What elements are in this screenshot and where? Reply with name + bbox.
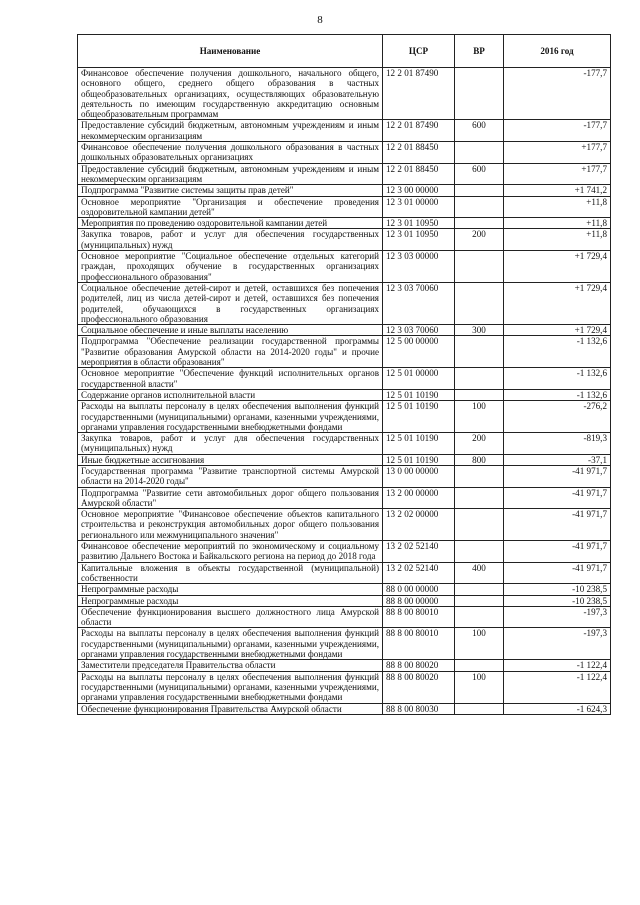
table-row xyxy=(78,509,611,541)
row-csr: 12 3 01 00000 xyxy=(383,196,455,218)
row-name: Социальное обеспечение детей-сирот и детей, оставшихся без попечения родителей, лиц из числа детей-сирот и детей, оставшихся без попечения родителей, обучающихся в государственных организациях профессионального образования xyxy=(78,282,383,324)
table-row xyxy=(78,163,611,185)
row-csr: 12 5 01 10190 xyxy=(383,433,455,455)
budget-table xyxy=(77,34,611,715)
row-amount: -10 238,5 xyxy=(504,595,611,606)
row-name: Подпрограмма "Развитие сети автомобильных дорог общего пользования Амурской области" xyxy=(78,487,383,509)
row-vr xyxy=(455,142,504,164)
row-vr xyxy=(455,595,504,606)
table-row xyxy=(78,595,611,606)
row-amount: -1 132,6 xyxy=(504,389,611,400)
row-vr xyxy=(455,606,504,628)
row-csr: 88 8 00 80010 xyxy=(383,628,455,660)
row-name: Предоставление субсидий бюджетным, автономным учреждениям и иным некоммерческим организациям xyxy=(78,163,383,185)
table-row xyxy=(78,660,611,671)
row-name: Расходы на выплаты персоналу в целях обеспечения выполнения функций государственными (муниципальными) органами, казенными учреждениями, органами управления государственными внебюджетными фондами xyxy=(78,401,383,433)
row-vr xyxy=(455,368,504,390)
table-row xyxy=(78,185,611,196)
row-vr xyxy=(455,541,504,563)
row-csr: 13 2 00 00000 xyxy=(383,487,455,509)
row-csr: 13 2 02 52140 xyxy=(383,541,455,563)
header-year: 2016 год xyxy=(504,35,611,68)
row-vr: 200 xyxy=(455,229,504,251)
row-csr: 13 2 02 00000 xyxy=(383,509,455,541)
row-csr: 12 3 03 70060 xyxy=(383,325,455,336)
table-row xyxy=(78,401,611,433)
row-vr: 200 xyxy=(455,433,504,455)
table-row xyxy=(78,325,611,336)
row-vr xyxy=(455,487,504,509)
table-row xyxy=(78,433,611,455)
row-csr: 12 5 01 10190 xyxy=(383,389,455,400)
row-vr: 100 xyxy=(455,628,504,660)
row-vr: 600 xyxy=(455,163,504,185)
table-row xyxy=(78,562,611,584)
row-csr: 12 2 01 88450 xyxy=(383,163,455,185)
row-vr xyxy=(455,68,504,120)
row-amount: -1 122,4 xyxy=(504,671,611,703)
row-amount: -177,7 xyxy=(504,68,611,120)
row-csr: 13 0 00 00000 xyxy=(383,465,455,487)
row-csr: 12 5 01 10190 xyxy=(383,454,455,465)
row-amount: -276,2 xyxy=(504,401,611,433)
table-row xyxy=(78,229,611,251)
header-csr: ЦСР xyxy=(383,35,455,68)
row-amount: -177,7 xyxy=(504,120,611,142)
row-vr xyxy=(455,660,504,671)
row-csr: 12 5 00 00000 xyxy=(383,336,455,368)
row-name: Основное мероприятие "Обеспечение функций исполнительных органов государственной власти" xyxy=(78,368,383,390)
table-row xyxy=(78,336,611,368)
row-name: Обеспечение функционирования Правительства Амурской области xyxy=(78,703,383,714)
row-vr xyxy=(455,185,504,196)
row-csr: 88 8 00 80030 xyxy=(383,703,455,714)
row-vr xyxy=(455,218,504,229)
row-csr: 12 3 03 70060 xyxy=(383,282,455,324)
table-header xyxy=(78,35,611,68)
row-name: Обеспечение функционирования высшего должностного лица Амурской области xyxy=(78,606,383,628)
row-vr: 300 xyxy=(455,325,504,336)
table-row xyxy=(78,465,611,487)
row-csr: 12 3 00 00000 xyxy=(383,185,455,196)
row-vr xyxy=(455,584,504,595)
table-row xyxy=(78,218,611,229)
header-vr: ВР xyxy=(455,35,504,68)
row-csr: 12 5 01 00000 xyxy=(383,368,455,390)
row-name: Подпрограмма "Развитие системы защиты прав детей" xyxy=(78,185,383,196)
header-row xyxy=(78,35,611,68)
row-csr: 88 8 00 80020 xyxy=(383,671,455,703)
row-name: Непрограммные расходы xyxy=(78,584,383,595)
row-name: Основное мероприятие "Социальное обеспечение отдельных категорий граждан, проходящих обучение в государственных организациях профессионального образования" xyxy=(78,251,383,283)
row-amount: +1 741,2 xyxy=(504,185,611,196)
row-name: Закупка товаров, работ и услуг для обеспечения государственных (муниципальных) нужд xyxy=(78,433,383,455)
row-name: Предоставление субсидий бюджетным, автономным учреждениям и иным некоммерческим организациям xyxy=(78,120,383,142)
row-csr: 88 8 00 80010 xyxy=(383,606,455,628)
table-row xyxy=(78,703,611,714)
row-name: Заместители председателя Правительства области xyxy=(78,660,383,671)
table-row xyxy=(78,584,611,595)
table-row xyxy=(78,282,611,324)
row-name: Государственная программа "Развитие транспортной системы Амурской области на 2014-2020 годы" xyxy=(78,465,383,487)
row-name: Закупка товаров, работ и услуг для обеспечения государственных (муниципальных) нужд xyxy=(78,229,383,251)
row-amount: -37,1 xyxy=(504,454,611,465)
row-amount: +177,7 xyxy=(504,142,611,164)
table-row xyxy=(78,628,611,660)
row-csr: 88 8 00 00000 xyxy=(383,595,455,606)
row-csr: 12 3 01 10950 xyxy=(383,229,455,251)
row-csr: 12 2 01 88450 xyxy=(383,142,455,164)
table-row xyxy=(78,487,611,509)
row-amount: -41 971,7 xyxy=(504,465,611,487)
row-csr: 12 2 01 87490 xyxy=(383,68,455,120)
table-row xyxy=(78,454,611,465)
table-row xyxy=(78,68,611,120)
row-name: Основное мероприятие "Финансовое обеспечение объектов капитального строительства и реконструкция автомобильных дорог общего пользования регионального или межмуниципального значения" xyxy=(78,509,383,541)
row-vr xyxy=(455,196,504,218)
row-amount: +1 729,4 xyxy=(504,282,611,324)
row-amount: +11,8 xyxy=(504,218,611,229)
row-vr: 800 xyxy=(455,454,504,465)
header-name: Наименование xyxy=(78,35,383,68)
table-row xyxy=(78,196,611,218)
row-amount: -1 122,4 xyxy=(504,660,611,671)
row-vr: 400 xyxy=(455,562,504,584)
row-name: Финансовое обеспечение получения дошкольного образования в частных дошкольных образовательных организациях xyxy=(78,142,383,164)
row-name: Расходы на выплаты персоналу в целях обеспечения выполнения функций государственными (муниципальными) органами, казенными учреждениями, органами управления государственными внебюджетными фондами xyxy=(78,628,383,660)
table-row xyxy=(78,541,611,563)
row-name: Финансовое обеспечение получения дошкольного, начального общего, основного общего, среднего общего образования в частных общеобразовательных организациях, осуществляющих образовательную деятельность по имеющим государственную аккредитацию основным общеобразовательным программам xyxy=(78,68,383,120)
row-amount: +1 729,4 xyxy=(504,251,611,283)
table-row xyxy=(78,606,611,628)
row-vr: 100 xyxy=(455,401,504,433)
table-row xyxy=(78,368,611,390)
row-csr: 12 5 01 10190 xyxy=(383,401,455,433)
row-vr xyxy=(455,703,504,714)
row-csr: 88 0 00 00000 xyxy=(383,584,455,595)
row-amount: -819,3 xyxy=(504,433,611,455)
row-vr xyxy=(455,251,504,283)
row-vr xyxy=(455,389,504,400)
table-row xyxy=(78,389,611,400)
row-name: Расходы на выплаты персоналу в целях обеспечения выполнения функций государственными (муниципальными) органами, казенными учреждениями, органами управления государственными внебюджетными фондами xyxy=(78,671,383,703)
row-name: Мероприятия по проведению оздоровительной кампании детей xyxy=(78,218,383,229)
row-amount: +11,8 xyxy=(504,229,611,251)
row-csr: 12 3 03 00000 xyxy=(383,251,455,283)
row-amount: +11,8 xyxy=(504,196,611,218)
row-name: Социальное обеспечение и иные выплаты населению xyxy=(78,325,383,336)
row-vr xyxy=(455,336,504,368)
row-vr: 600 xyxy=(455,120,504,142)
row-csr: 12 3 01 10950 xyxy=(383,218,455,229)
row-amount: -197,3 xyxy=(504,628,611,660)
row-vr: 100 xyxy=(455,671,504,703)
table-row xyxy=(78,251,611,283)
row-name: Капитальные вложения в объекты государственной (муниципальной) собственности xyxy=(78,562,383,584)
row-name: Финансовое обеспечение мероприятий по экономическому и социальному развитию Дальнего Востока и Байкальского региона на период до 2018 года xyxy=(78,541,383,563)
row-vr xyxy=(455,282,504,324)
row-name: Основное мероприятие "Организация и обеспечение проведения оздоровительной кампании детей" xyxy=(78,196,383,218)
row-amount: -41 971,7 xyxy=(504,541,611,563)
table-body xyxy=(78,68,611,715)
table-row xyxy=(78,120,611,142)
row-amount: -1 132,6 xyxy=(504,368,611,390)
row-amount: -10 238,5 xyxy=(504,584,611,595)
row-name: Содержание органов исполнительной власти xyxy=(78,389,383,400)
row-amount: -1 132,6 xyxy=(504,336,611,368)
row-vr xyxy=(455,509,504,541)
row-amount: -41 971,7 xyxy=(504,562,611,584)
page-number: 8 xyxy=(317,14,323,26)
row-amount: +177,7 xyxy=(504,163,611,185)
row-amount: -41 971,7 xyxy=(504,509,611,541)
table-row xyxy=(78,671,611,703)
row-amount: -1 624,3 xyxy=(504,703,611,714)
row-csr: 88 8 00 80020 xyxy=(383,660,455,671)
table-row xyxy=(78,142,611,164)
row-csr: 12 2 01 87490 xyxy=(383,120,455,142)
row-csr: 13 2 02 52140 xyxy=(383,562,455,584)
row-name: Иные бюджетные ассигнования xyxy=(78,454,383,465)
row-name: Подпрограмма "Обеспечение реализации государственной программы "Развитие образования Амурской области на 2014-2020 годы" и прочие мероприятия в области образования" xyxy=(78,336,383,368)
row-name: Непрограммные расходы xyxy=(78,595,383,606)
row-amount: -197,3 xyxy=(504,606,611,628)
row-amount: +1 729,4 xyxy=(504,325,611,336)
row-vr xyxy=(455,465,504,487)
row-amount: -41 971,7 xyxy=(504,487,611,509)
